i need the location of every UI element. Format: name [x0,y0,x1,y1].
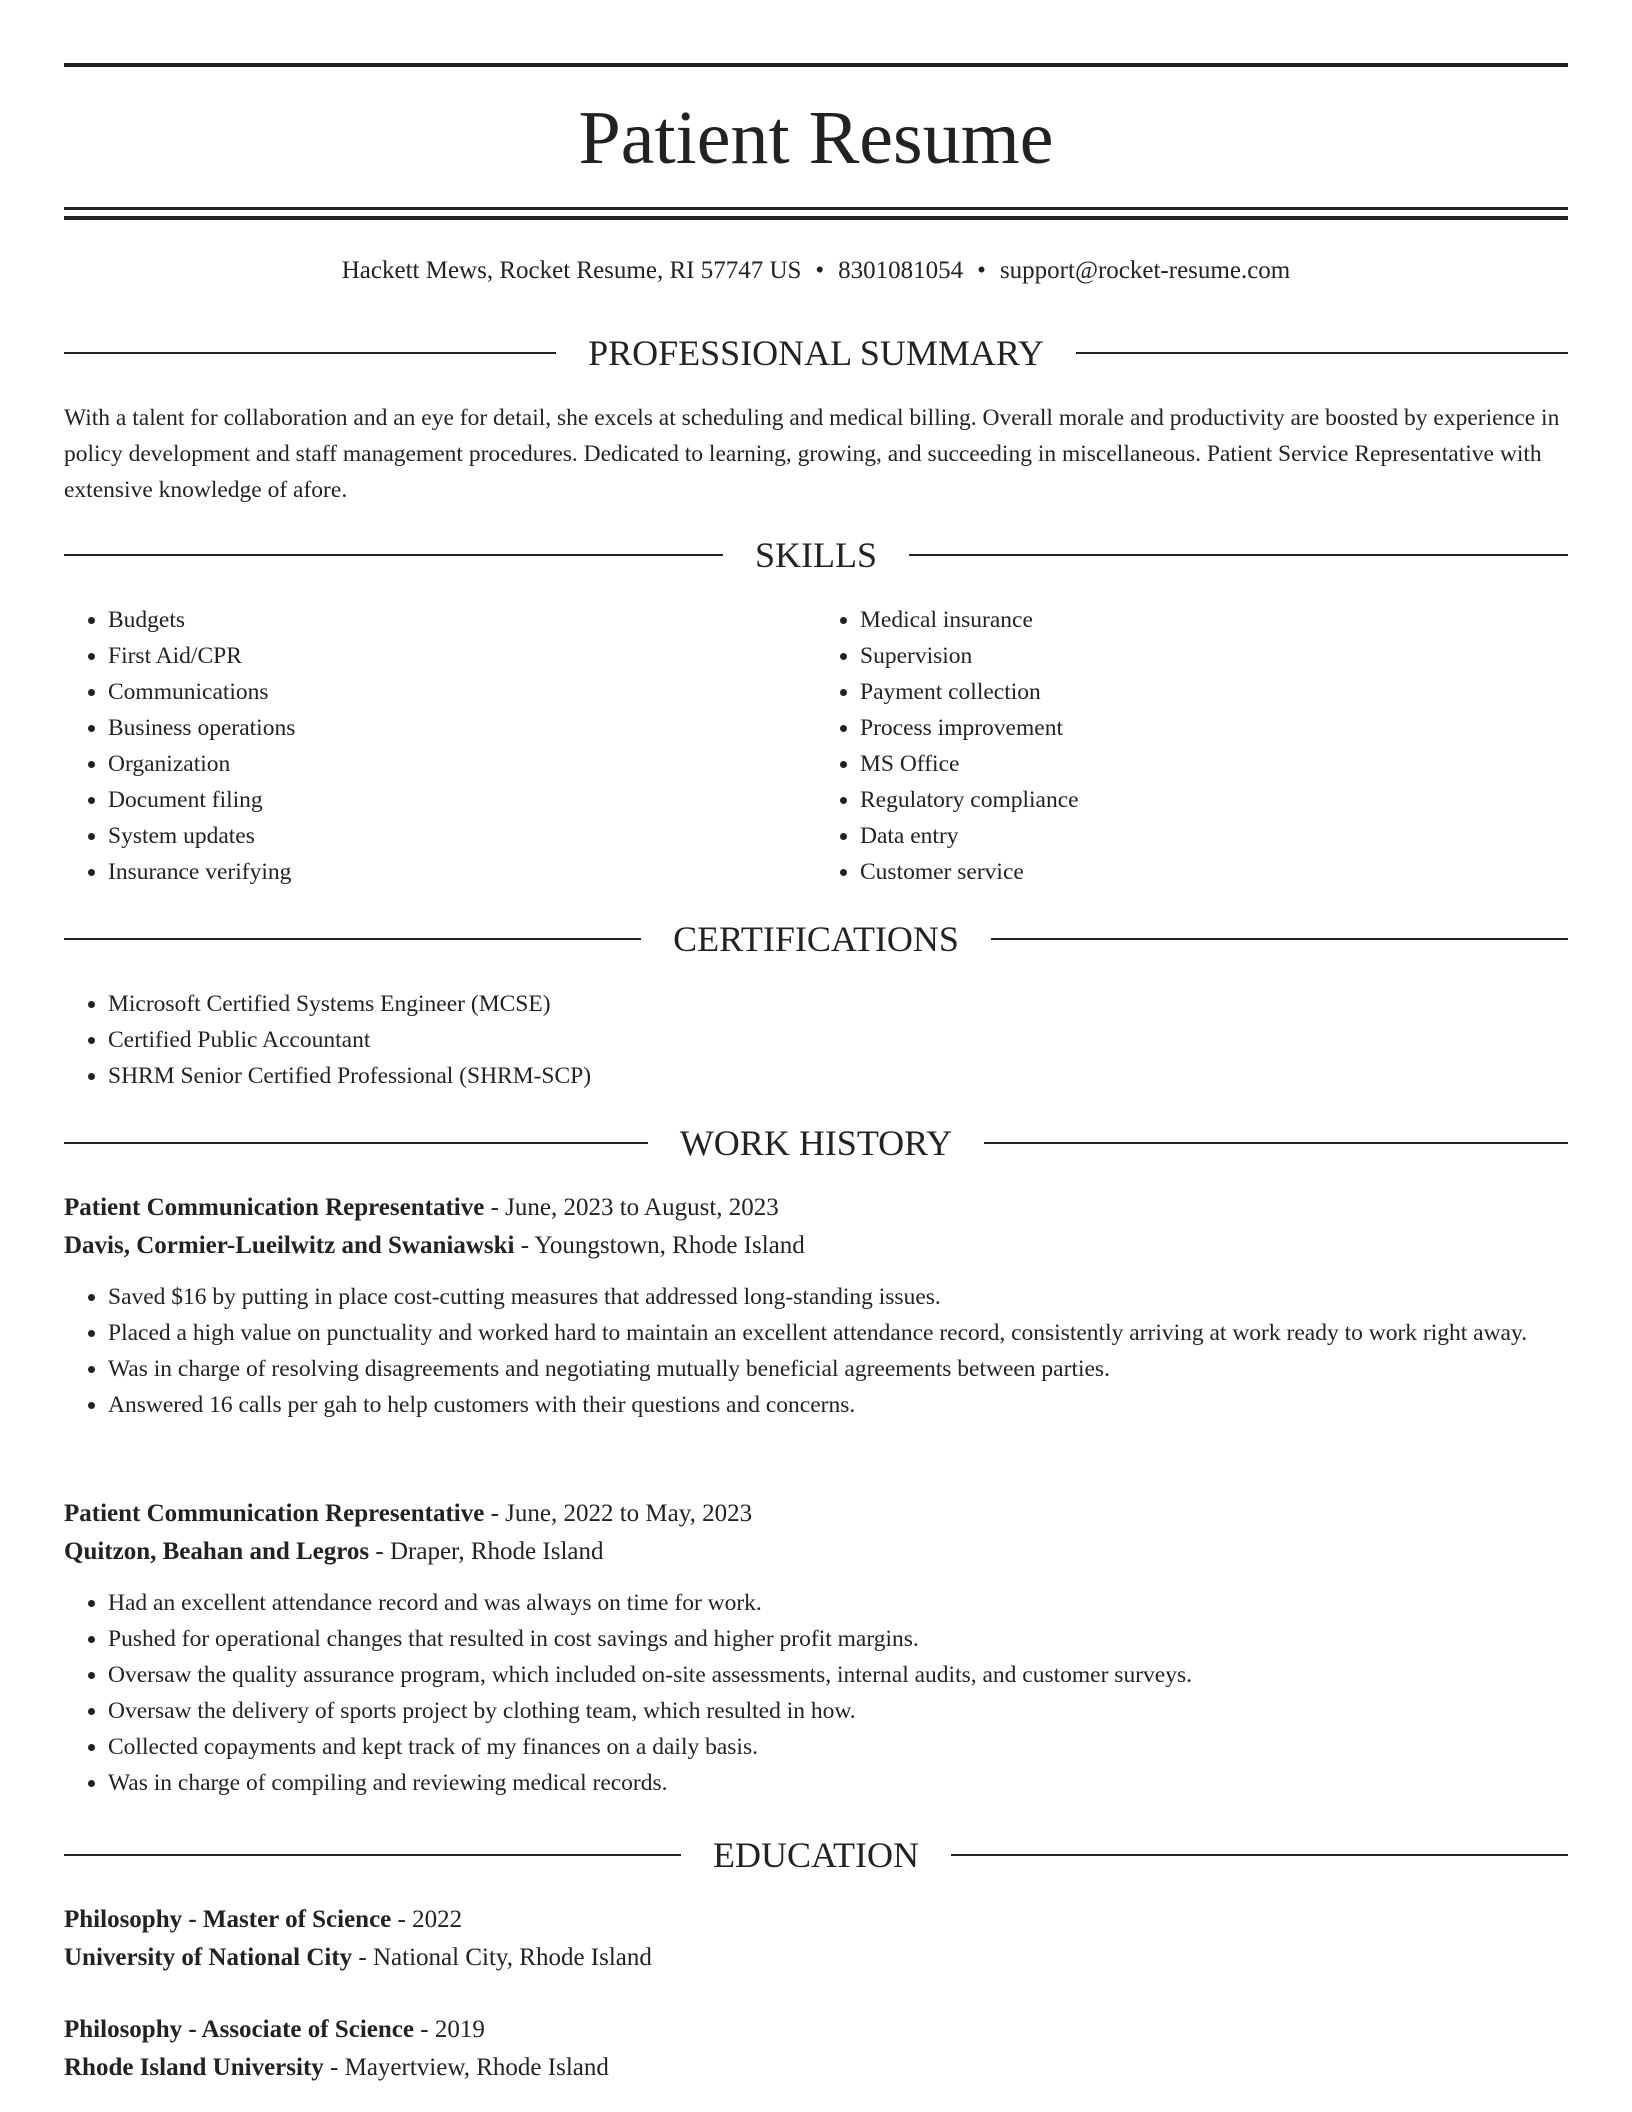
list-item: • Insurance verifying [108,854,816,890]
contact-separator: • [815,257,825,284]
list-item: • First Aid/CPR [108,638,816,674]
section-rule [64,1854,681,1856]
education-entry [64,1901,1568,1977]
job-company-line [64,1227,1568,1265]
list-item: • Process improvement [860,710,1568,746]
list-item: • Placed a high value on punctuality and worked hard to maintain an excellent attendance record, consistently arriving at work ready to work right away. [108,1315,1568,1351]
title-double-rule [64,207,1568,220]
section-header-skills [64,533,1568,577]
school: University of National City [64,1944,353,1971]
list-item: • Communications [108,674,816,710]
degree-year: - 2022 [391,1906,463,1933]
list-item: • Business operations [108,710,816,746]
job-dates: - June, 2023 to August, 2023 [484,1194,779,1221]
school: Rhode Island University [64,2054,324,2081]
page-title: Patient Resume [578,96,1054,180]
degree-line [64,2011,1568,2049]
skills-column-right [816,602,1568,890]
section-header-work-history [64,1121,1568,1165]
contact-address: Hackett Mews, Rocket Resume, RI 57747 US [341,257,802,284]
job-title-line [64,1495,1568,1533]
section-title: PROFESSIONAL SUMMARY [588,333,1044,373]
list-item: • MS Office [860,746,1568,782]
contact-phone: 8301081054 [838,257,964,284]
education-entry [64,2011,1568,2087]
section-title: EDUCATION [713,1835,919,1875]
section-header-education [64,1833,1568,1877]
job-title-line [64,1189,1568,1227]
section-title: WORK HISTORY [679,1123,953,1163]
list-item: • Pushed for operational changes that resulted in cost savings and higher profit margins. [108,1621,1568,1657]
section-rule [64,554,723,556]
section-rule [64,352,556,354]
list-item: • Supervision [860,638,1568,674]
degree-line [64,1901,1568,1939]
section-rule [991,938,1568,940]
section-rule [64,938,641,940]
list-item: • Oversaw the delivery of sports project by clothing team, which resulted in how. [108,1693,1568,1729]
list-item: • Was in charge of resolving disagreements and negotiating mutually beneficial agreements between parties. [108,1351,1568,1387]
skills-list [64,602,1568,890]
section-rule [64,1142,648,1144]
degree: Philosophy - Master of Science [64,1906,392,1933]
section-rule [909,554,1568,556]
top-rule [64,63,1568,67]
job-company-line [64,1533,1568,1571]
list-item: • SHRM Senior Certified Professional (SHRM-SCP) [108,1058,1568,1094]
list-item: • Certified Public Accountant [108,1022,1568,1058]
list-item: • System updates [108,818,816,854]
summary-text: With a talent for collaboration and an eye for detail, she excels at scheduling and medical billing. Overall morale and productivity are boosted by experience in policy development and staff management procedures. Dedicated to learning, growing, and succeeding in miscellaneous. Patient Service Representative with extensive knowledge of afore. [64,405,1560,503]
school-location: - National City, Rhode Island [352,1944,652,1971]
list-item: • Customer service [860,854,1568,890]
list-item: • Collected copayments and kept track of my finances on a daily basis. [108,1729,1568,1765]
section-rule [1076,352,1568,354]
list-item: • Budgets [108,602,816,638]
list-item: • Data entry [860,818,1568,854]
degree: Philosophy - Associate of Science [64,2016,414,2043]
list-item: • Regulatory compliance [860,782,1568,818]
section-rule [951,1854,1568,1856]
section-title: SKILLS [755,535,878,575]
section-header-certifications [64,917,1568,961]
school-line [64,1939,1568,1977]
list-item: • Payment collection [860,674,1568,710]
list-item: • Organization [108,746,816,782]
job-company: Davis, Cormier-Lueilwitz and Swaniawski [64,1232,515,1259]
work-entry [64,1495,1568,1801]
certifications-list [64,986,1568,1094]
school-location: - Mayertview, Rhode Island [323,2054,609,2081]
contact-email: support@rocket-resume.com [999,257,1291,284]
job-dates: - June, 2022 to May, 2023 [484,1500,753,1527]
section-title: CERTIFICATIONS [673,919,959,959]
skills-column-left [64,602,816,890]
job-title: Patient Communication Representative [64,1500,485,1527]
list-item: • Answered 16 calls per gah to help customers with their questions and concerns. [108,1387,1568,1423]
job-company: Quitzon, Beahan and Legros [64,1538,370,1565]
job-title: Patient Communication Representative [64,1194,485,1221]
degree-year: - 2019 [414,2016,485,2043]
school-line [64,2049,1568,2087]
job-bullets [64,1279,1568,1423]
contact-line [64,254,1568,288]
list-item: • Had an excellent attendance record and was always on time for work. [108,1585,1568,1621]
list-item: • Medical insurance [860,602,1568,638]
contact-separator: • [977,257,986,284]
section-rule [984,1142,1568,1144]
list-item: • Microsoft Certified Systems Engineer (MCSE) [108,986,1568,1022]
list-item: • Was in charge of compiling and reviewing medical records. [108,1765,1568,1801]
list-item: • Document filing [108,782,816,818]
work-entry [64,1189,1568,1423]
list-item: • Oversaw the quality assurance program, which included on-site assessments, internal audits, and customer surveys. [108,1657,1568,1693]
job-bullets [64,1585,1568,1801]
job-location: - Youngstown, Rhode Island [514,1232,805,1259]
list-item: • Saved $16 by putting in place cost-cutting measures that addressed long-standing issues. [108,1279,1568,1315]
job-location: - Draper, Rhode Island [369,1538,604,1565]
section-header-summary [64,331,1568,375]
